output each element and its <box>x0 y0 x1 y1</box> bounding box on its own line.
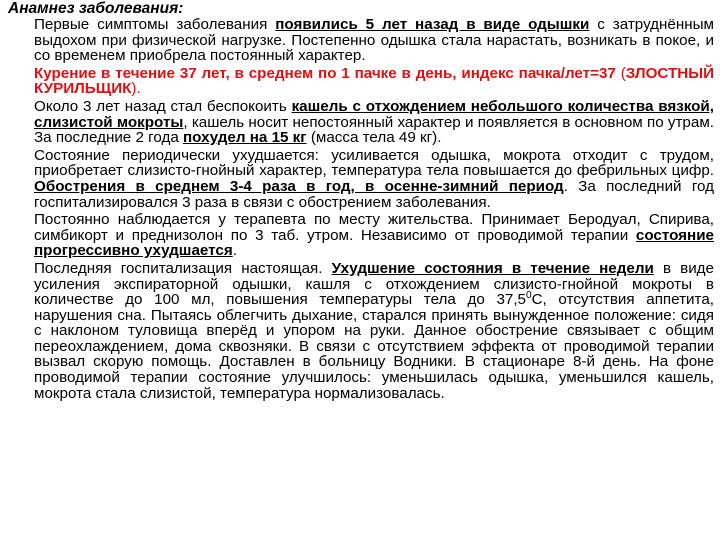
text: . За последний год госпитализировался 3 раза в связи с обострением заболевания. <box>34 177 714 211</box>
text: С, отсутствия аппетита, нарушения сна. Пытаясь облегчить дыхание, старался принять вынужденное положение: сидя с наклоном туловища вперёд и упором на руки. Данное обострение связывает с общим переохлаждением, дома сквозняки. В связи с отсутствием эффекта от проводимой терапии вызвал скорую помощь. Доставлен в больницу Водники. В стационаре 8-й день. На фоне проводимой терапии состояние улучшилось: уменьшилась одышка, уменьшился кашель, мокрота стала слизистой, температура нормализовалась. <box>34 291 714 402</box>
emphasis-text: похудел на 15 кг <box>183 129 307 147</box>
text: ( <box>615 64 626 82</box>
emphasis-text: появились 5 лет назад в виде одышки <box>275 16 590 33</box>
paragraph-smoking <box>34 66 714 97</box>
smoking-highlight: Курение в течение 37 лет, в среднем по 1 пачке в день, индекс пачка/лет=37 <box>34 64 616 82</box>
paragraph-therapy <box>34 212 714 259</box>
text: Постоянно наблюдается у терапевта по месту жительства. Принимает Беродуал, Спирива, симбикорт и преднизолон по 3 таб. утром. Независимо от проводимой терапии <box>34 211 714 244</box>
paragraph-exacerbations <box>34 148 714 210</box>
text: . <box>232 242 237 260</box>
emphasis-text: Ухудшение состояния в течение недели <box>331 259 654 277</box>
text: Последняя госпитализация настоящая. <box>34 259 332 277</box>
text: в виде усиления экспираторной одышки, кашля с отхождением слизисто-гнойной мокроты в количестве до 100 мл, повышения температуры тела до 37,5 <box>34 259 714 309</box>
text: , кашель носит непостоянный характер и появляется в основном по утрам. За последние 2 года <box>34 113 714 147</box>
text: (масса тела 49 кг). <box>306 129 442 147</box>
emphasis-text: Обострения в среднем 3-4 раза в год, в осенне-зимний период <box>34 177 564 195</box>
text: ). <box>131 80 141 98</box>
text: Состояние периодически ухудшается: усиливается одышка, мокрота отходит с трудом, приобретает слизисто-гнойный характер, температура тела повышается до фебрильных цифр. <box>34 146 714 180</box>
document-page <box>0 1 720 541</box>
text: с затруднённым выдохом при физической нагрузке. Постепенно одышка стала нарастать, возникать в покое, и со временем приобрела постоянный характер. <box>34 16 714 65</box>
degree-superscript: 0 <box>526 290 532 302</box>
paragraph-hospitalization <box>34 261 714 401</box>
section-title: Анамнез заболевания: <box>8 0 184 17</box>
paragraph-onset <box>34 17 714 64</box>
smoker-label: ЗЛОСТНЫЙ КУРИЛЬЩИК <box>34 64 715 98</box>
text: Первые симптомы заболевания <box>34 16 276 33</box>
text: Около 3 лет назад стал беспокоить <box>34 97 292 115</box>
paragraph-cough <box>34 99 714 146</box>
emphasis-text: кашель с отхождением небольшого количества вязкой, слизистой мокроты <box>34 97 714 131</box>
emphasis-text: состояние прогрессивно ухудшается <box>34 226 714 260</box>
